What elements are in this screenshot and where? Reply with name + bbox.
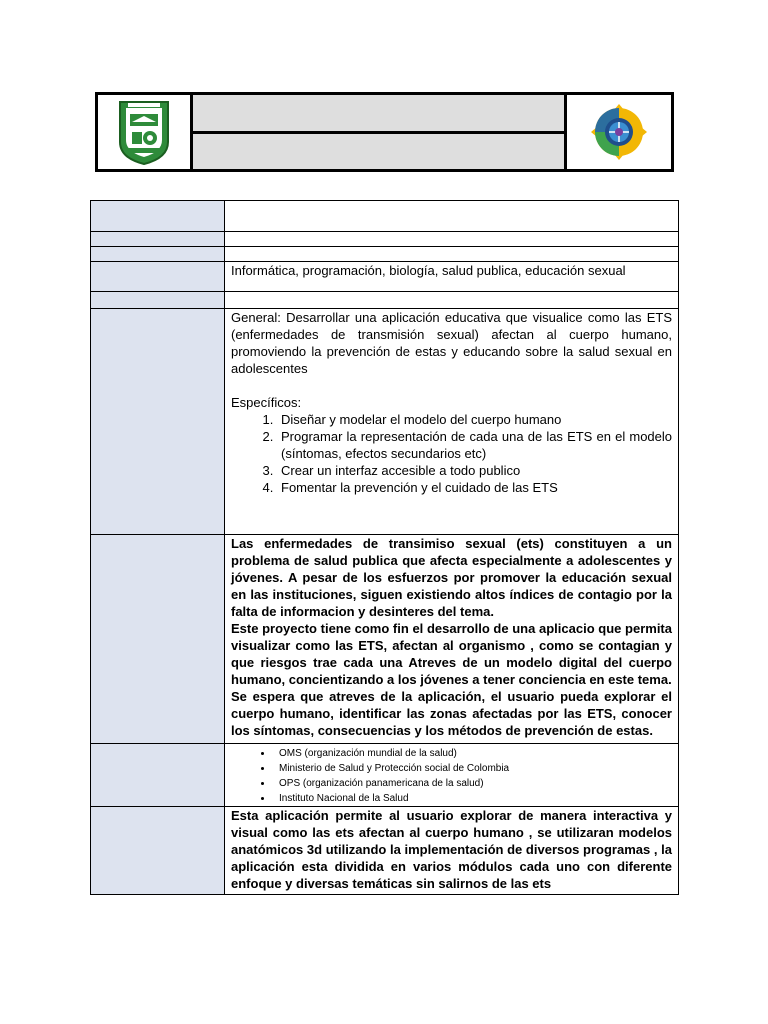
header-title-area (193, 95, 564, 169)
row-value-areas (225, 262, 679, 292)
row-value-description (225, 807, 679, 895)
references-list (225, 746, 678, 806)
row-value-justification (225, 535, 679, 744)
justification-paragraph: Se espera que atreves de la aplicación, el usuario pueda explorar el cuerpo humano, identificar las zonas afectadas por las ETS, conocer los síntomas, consecuencias y los métodos de prevención de estas. (231, 689, 672, 738)
table-row-title (91, 201, 679, 232)
objective-specific-list (231, 411, 672, 496)
row-label-references (91, 744, 225, 807)
row-value-title (225, 201, 679, 232)
header-title-cell (193, 95, 564, 134)
table-row-3 (91, 247, 679, 262)
project-table (90, 200, 679, 895)
list-item: 4. Fomentar la prevención y el cuidado de las ETS (277, 479, 672, 496)
row-label-justification (91, 535, 225, 744)
list-item: • Instituto Nacional de la Salud (273, 791, 678, 806)
row-label-3 (91, 247, 225, 262)
header-logo-left-cell (98, 95, 193, 169)
list-item: • OPS (organización panamericana de la salud) (273, 776, 678, 791)
row-value-2 (225, 232, 679, 247)
list-item: • OMS (organización mundial de la salud) (273, 746, 678, 761)
list-item: • Ministerio de Salud y Protección social de Colombia (273, 761, 678, 776)
justification-paragraph: Este proyecto tiene como fin el desarrollo de una aplicacio que permita visualizar como las ETS, afectan al organismo , como se contagian y que riesgos trae cada una Atreves de un modelo digital del cuerpo humano, concientizando a los jóvenes a tener conciencia en este tema. (231, 621, 672, 687)
gear-globe-icon (588, 101, 650, 163)
table-row-description (91, 807, 679, 895)
areas-text: Informática, programación, biología, salud publica, educación sexual (231, 263, 626, 278)
document-header (95, 92, 674, 172)
table-row-areas (91, 262, 679, 292)
blank-line (231, 377, 672, 394)
header-subtitle-cell (193, 134, 564, 170)
row-value-3 (225, 247, 679, 262)
row-label-title (91, 201, 225, 232)
list-item: 1. Diseñar y modelar el modelo del cuerpo humano (277, 411, 672, 428)
row-label-objectives (91, 309, 225, 535)
row-value-objectives (225, 309, 679, 535)
table-row-2 (91, 232, 679, 247)
row-value-references (225, 744, 679, 807)
table-row-justification (91, 535, 679, 744)
school-crest-icon (116, 98, 172, 166)
row-value-5 (225, 292, 679, 309)
description-text: Esta aplicación permite al usuario explorar de manera interactiva y visual como las ets afectan al cuerpo humano , se utilizaran modelos anatómicos 3d utilizando la implementación de diversos programas , la aplicación esta dividida en varios módulos cada uno con diferente enfoque y diversas temáticas sin salirnos de las ets (231, 808, 672, 891)
table-row-5 (91, 292, 679, 309)
justification-paragraph: Las enfermedades de transimiso sexual (ets) constituyen a un problema de salud publica que afecta especialmente a adolescentes y jóvenes. A pesar de los esfuerzos por promover la educación sexual en las instituciones, siguen existiendo altos índices de contagio por la falta de informacion y desinteres del tema. (231, 536, 672, 619)
row-label-5 (91, 292, 225, 309)
objective-specific-heading: Específicos: (231, 395, 302, 410)
objective-general: General: Desarrollar una aplicación educativa que visualice como las ETS (enfermedades de transmisión sexual) afectan al cuerpo humano, promoviendo la prevención de estas y educando sobre la salud sexual en adolescentes (231, 310, 672, 376)
table-row-references (91, 744, 679, 807)
table-row-objectives (91, 309, 679, 535)
row-label-description (91, 807, 225, 895)
list-item: 2. Programar la representación de cada una de las ETS en el modelo (síntomas, efectos secundarios etc) (277, 428, 672, 462)
list-item: 3. Crear un interfaz accesible a todo publico (277, 462, 672, 479)
row-label-areas (91, 262, 225, 292)
header-logo-right-cell (564, 95, 671, 169)
row-label-2 (91, 232, 225, 247)
